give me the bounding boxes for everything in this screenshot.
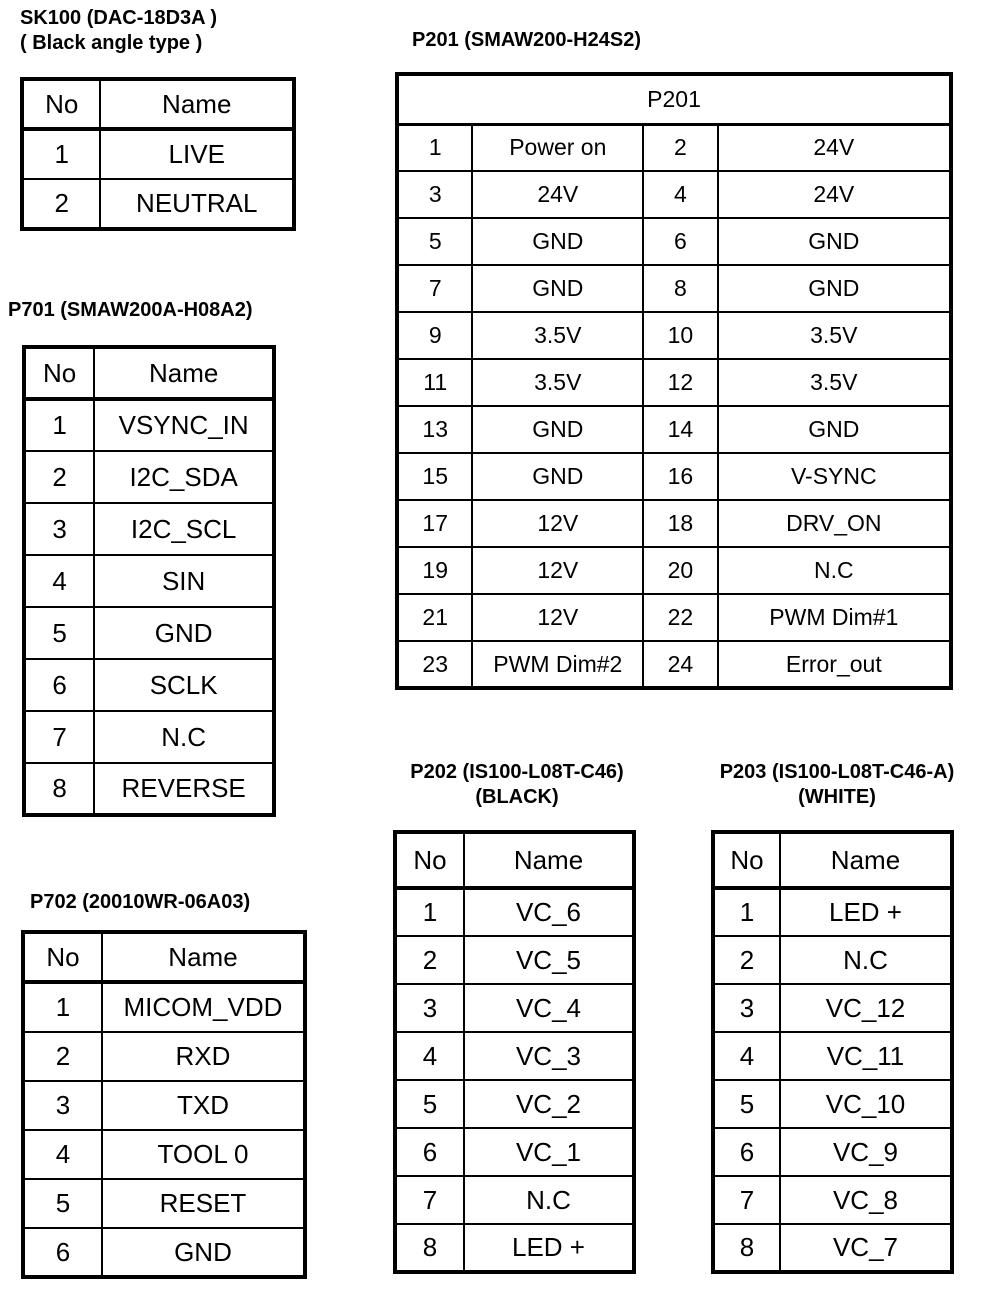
header-name: Name: [94, 347, 274, 399]
table-row: [397, 359, 951, 406]
p202-title-line2: (BLACK): [475, 786, 559, 808]
pin-name-cell: 24V: [472, 171, 643, 218]
table-row: [24, 555, 274, 607]
pin-name-cell: VC_5: [464, 936, 634, 984]
pin-number-cell: 17: [397, 500, 472, 547]
table-row: [395, 1128, 634, 1176]
pin-name-cell: GND: [718, 265, 951, 312]
pin-number-cell: 3: [24, 503, 94, 555]
pin-number-cell: 5: [23, 1179, 102, 1228]
table-row: [397, 547, 951, 594]
table-row: [23, 1130, 305, 1179]
pin-name-cell: GND: [718, 218, 951, 265]
header-name: Name: [464, 832, 634, 888]
table-row: [395, 1032, 634, 1080]
p702-table: [21, 930, 307, 1279]
pin-name-cell: 3.5V: [718, 359, 951, 406]
table-row: [713, 1080, 952, 1128]
pin-number-cell: 1: [23, 982, 102, 1032]
pin-name-cell: LIVE: [100, 129, 294, 179]
header-no: No: [24, 347, 94, 399]
pin-name-cell: 24V: [718, 171, 951, 218]
pin-number-cell: 1: [24, 399, 94, 451]
pin-number-cell: 10: [643, 312, 717, 359]
pin-number-cell: 23: [397, 641, 472, 688]
pin-number-cell: 8: [395, 1224, 464, 1272]
pin-number-cell: 2: [395, 936, 464, 984]
table-row: [23, 1081, 305, 1130]
pin-name-cell: 12V: [472, 500, 643, 547]
pin-number-cell: 6: [23, 1228, 102, 1277]
p201-title: P201 (SMAW200-H24S2): [412, 29, 641, 51]
table-row: [397, 171, 951, 218]
table-row: [395, 1176, 634, 1224]
pin-name-cell: PWM Dim#2: [472, 641, 643, 688]
pin-name-cell: REVERSE: [94, 763, 274, 815]
table-row: [713, 1224, 952, 1272]
pin-name-cell: VC_11: [780, 1032, 952, 1080]
header-no: No: [713, 832, 780, 888]
p701-title: P701 (SMAW200A-H08A2): [8, 299, 253, 321]
table-header-row: [24, 347, 274, 399]
pin-number-cell: 3: [395, 984, 464, 1032]
pin-name-cell: N.C: [780, 936, 952, 984]
table-header-row: [23, 932, 305, 982]
pin-number-cell: 22: [643, 594, 717, 641]
pin-name-cell: VC_2: [464, 1080, 634, 1128]
pin-name-cell: N.C: [718, 547, 951, 594]
header-no: No: [22, 79, 100, 129]
pin-name-cell: VC_10: [780, 1080, 952, 1128]
p203-title-line2: (WHITE): [798, 786, 876, 808]
pin-number-cell: 7: [395, 1176, 464, 1224]
pin-number-cell: 5: [713, 1080, 780, 1128]
table-row: [24, 503, 274, 555]
pin-number-cell: 3: [713, 984, 780, 1032]
pin-number-cell: 4: [643, 171, 717, 218]
table-row: [713, 888, 952, 936]
pin-number-cell: 5: [397, 218, 472, 265]
table-row: [397, 218, 951, 265]
table-row: [395, 1224, 634, 1272]
pin-number-cell: 5: [24, 607, 94, 659]
pin-number-cell: 14: [643, 406, 717, 453]
pin-number-cell: 20: [643, 547, 717, 594]
pin-number-cell: 7: [397, 265, 472, 312]
table-row: [23, 1032, 305, 1081]
table-row: [713, 1176, 952, 1224]
p202-table: [393, 830, 636, 1274]
p203-table: [711, 830, 954, 1274]
pin-number-cell: 1: [395, 888, 464, 936]
pin-number-cell: 13: [397, 406, 472, 453]
pin-name-cell: N.C: [94, 711, 274, 763]
pin-name-cell: VC_9: [780, 1128, 952, 1176]
table-row: [395, 1080, 634, 1128]
table-row: [397, 641, 951, 688]
pin-number-cell: 5: [395, 1080, 464, 1128]
pin-number-cell: 8: [24, 763, 94, 815]
table-row: [713, 1128, 952, 1176]
pin-name-cell: VC_8: [780, 1176, 952, 1224]
pin-name-cell: GND: [102, 1228, 305, 1277]
pin-name-cell: RXD: [102, 1032, 305, 1081]
pin-name-cell: VSYNC_IN: [94, 399, 274, 451]
pin-number-cell: 6: [24, 659, 94, 711]
pin-number-cell: 19: [397, 547, 472, 594]
table-row: [24, 763, 274, 815]
pin-number-cell: 4: [24, 555, 94, 607]
pin-number-cell: 3: [23, 1081, 102, 1130]
pin-number-cell: 1: [22, 129, 100, 179]
sk100-title-line2: ( Black angle type ): [20, 32, 203, 54]
table-row: [397, 265, 951, 312]
pin-number-cell: 8: [713, 1224, 780, 1272]
pin-name-cell: Power on: [472, 124, 643, 171]
table-row: [397, 500, 951, 547]
pin-name-cell: Error_out: [718, 641, 951, 688]
pin-number-cell: 4: [23, 1130, 102, 1179]
pin-name-cell: MICOM_VDD: [102, 982, 305, 1032]
table-row: [397, 124, 951, 171]
pin-name-cell: VC_3: [464, 1032, 634, 1080]
pin-number-cell: 6: [713, 1128, 780, 1176]
table-row: [24, 711, 274, 763]
pin-name-cell: VC_12: [780, 984, 952, 1032]
pin-name-cell: SIN: [94, 555, 274, 607]
pin-name-cell: SCLK: [94, 659, 274, 711]
table-row: [397, 406, 951, 453]
sk100-title: [20, 6, 217, 56]
pin-name-cell: I2C_SDA: [94, 451, 274, 503]
pin-name-cell: RESET: [102, 1179, 305, 1228]
pin-number-cell: 9: [397, 312, 472, 359]
pin-number-cell: 7: [713, 1176, 780, 1224]
pin-name-cell: 3.5V: [472, 312, 643, 359]
pin-name-cell: I2C_SCL: [94, 503, 274, 555]
header-name: Name: [102, 932, 305, 982]
pin-name-cell: VC_4: [464, 984, 634, 1032]
pin-number-cell: 4: [713, 1032, 780, 1080]
pin-name-cell: DRV_ON: [718, 500, 951, 547]
pin-number-cell: 1: [397, 124, 472, 171]
pin-number-cell: 4: [395, 1032, 464, 1080]
header-no: No: [23, 932, 102, 982]
p701-table: [22, 345, 276, 817]
table-header-row: [22, 79, 294, 129]
table-row: [24, 607, 274, 659]
table-row: [395, 984, 634, 1032]
pin-name-cell: GND: [472, 453, 643, 500]
pin-number-cell: 18: [643, 500, 717, 547]
pin-number-cell: 12: [643, 359, 717, 406]
pin-name-cell: GND: [472, 406, 643, 453]
sk100-title-line1: SK100 (DAC-18D3A ): [20, 7, 218, 29]
table-row: [23, 982, 305, 1032]
pin-name-cell: PWM Dim#1: [718, 594, 951, 641]
p202-title: [388, 760, 646, 810]
pin-name-cell: VC_7: [780, 1224, 952, 1272]
pin-name-cell: TOOL 0: [102, 1130, 305, 1179]
pin-number-cell: 2: [22, 179, 100, 229]
pin-name-cell: 12V: [472, 547, 643, 594]
table-row: [22, 179, 294, 229]
p702-title: P702 (20010WR-06A03): [30, 891, 251, 913]
pin-name-cell: 3.5V: [718, 312, 951, 359]
header-name: Name: [100, 79, 294, 129]
pin-number-cell: 2: [24, 451, 94, 503]
table-row: [23, 1228, 305, 1277]
pin-name-cell: V-SYNC: [718, 453, 951, 500]
table-row: [24, 399, 274, 451]
table-row: [23, 1179, 305, 1228]
pin-number-cell: 16: [643, 453, 717, 500]
pin-name-cell: 24V: [718, 124, 951, 171]
pin-name-cell: GND: [718, 406, 951, 453]
pin-number-cell: 1: [713, 888, 780, 936]
pin-number-cell: 2: [23, 1032, 102, 1081]
pin-name-cell: VC_6: [464, 888, 634, 936]
pin-name-cell: LED +: [780, 888, 952, 936]
pin-number-cell: 24: [643, 641, 717, 688]
p203-title: [693, 760, 981, 810]
pin-name-cell: GND: [472, 218, 643, 265]
pin-number-cell: 6: [643, 218, 717, 265]
pin-number-cell: 11: [397, 359, 472, 406]
table-row: [22, 129, 294, 179]
pin-number-cell: 21: [397, 594, 472, 641]
sk100-table: [20, 77, 296, 231]
table-row: [397, 453, 951, 500]
table-row: [713, 1032, 952, 1080]
p203-title-line1: P203 (IS100-L08T-C46-A): [719, 761, 955, 783]
pin-name-cell: NEUTRAL: [100, 179, 294, 229]
table-row: [397, 312, 951, 359]
pin-name-cell: VC_1: [464, 1128, 634, 1176]
p202-title-line1: P202 (IS100-L08T-C46): [410, 761, 624, 783]
pin-number-cell: 2: [643, 124, 717, 171]
table-row: [713, 984, 952, 1032]
pin-name-cell: 12V: [472, 594, 643, 641]
pin-name-cell: GND: [472, 265, 643, 312]
table-row: [397, 594, 951, 641]
pin-name-cell: TXD: [102, 1081, 305, 1130]
pin-name-cell: LED +: [464, 1224, 634, 1272]
pin-name-cell: GND: [94, 607, 274, 659]
table-header-row: [395, 832, 634, 888]
header-name: Name: [780, 832, 952, 888]
pin-number-cell: 2: [713, 936, 780, 984]
pin-number-cell: 7: [24, 711, 94, 763]
pin-name-cell: N.C: [464, 1176, 634, 1224]
pin-number-cell: 8: [643, 265, 717, 312]
table-row: [24, 659, 274, 711]
header-connector: P201: [397, 74, 951, 124]
pin-number-cell: 3: [397, 171, 472, 218]
pin-number-cell: 6: [395, 1128, 464, 1176]
header-no: No: [395, 832, 464, 888]
table-header-row: [713, 832, 952, 888]
table-row: [395, 936, 634, 984]
p201-table: [395, 72, 953, 690]
table-header-row: [397, 74, 951, 124]
table-row: [395, 888, 634, 936]
pin-name-cell: 3.5V: [472, 359, 643, 406]
table-row: [713, 936, 952, 984]
pin-number-cell: 15: [397, 453, 472, 500]
table-row: [24, 451, 274, 503]
